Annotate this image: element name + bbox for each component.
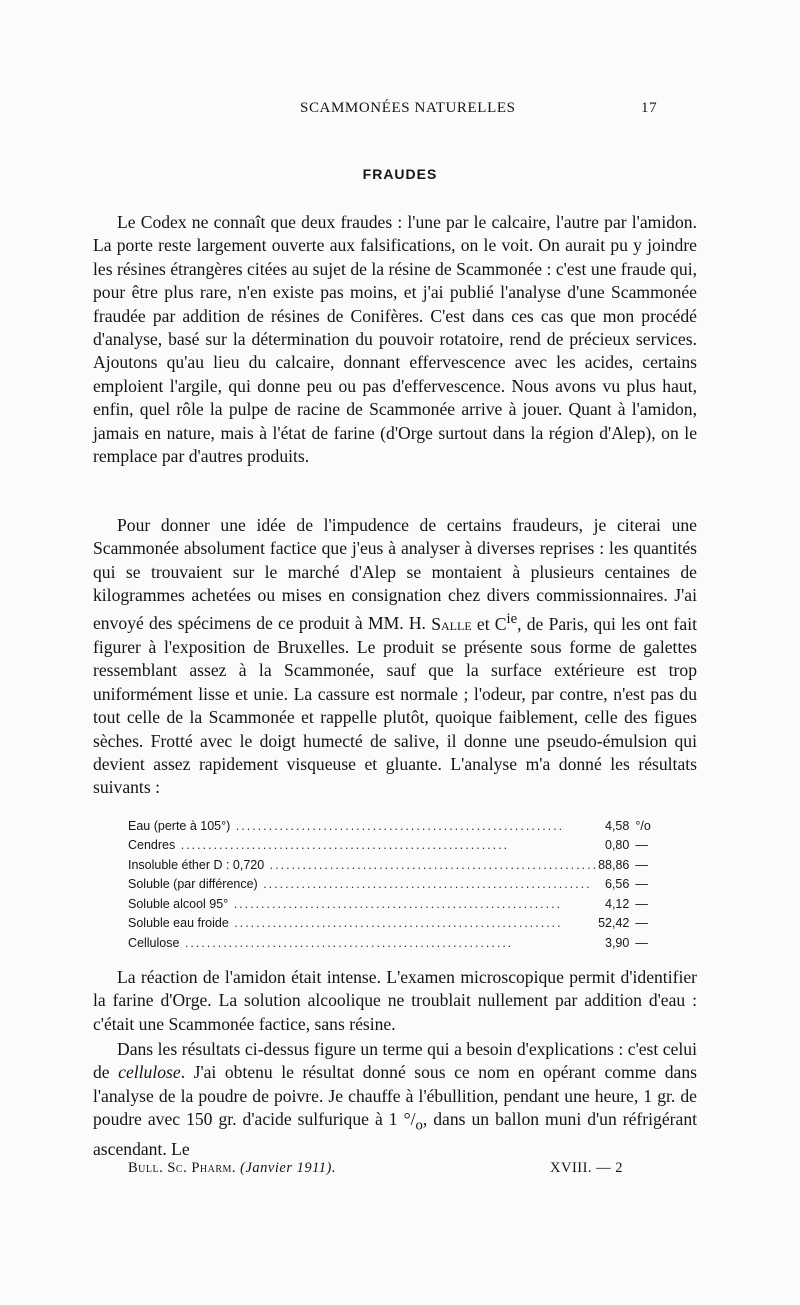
analysis-label bbox=[128, 914, 598, 934]
analysis-unit: — bbox=[635, 916, 648, 931]
analysis-row bbox=[128, 855, 651, 875]
volume-signature: XVIII. — 2 bbox=[550, 1160, 624, 1176]
analysis-value: 4,12 bbox=[605, 896, 630, 911]
analysis-label-text: Soluble eau froide bbox=[128, 916, 229, 931]
superscript-ie: ie bbox=[506, 610, 518, 627]
analysis-unit: — bbox=[635, 935, 648, 950]
paragraph-text: , dans un ballon muni d'un réfrigérant ascendant. Le bbox=[93, 1109, 697, 1160]
paragraph-cellulose bbox=[93, 1038, 697, 1162]
paragraph-text: Le Codex ne connaît que deux fraudes : l'une par le calcaire, l'autre par l'amidon. La porte reste largement ouverte aux falsifications, on le voit. On aurait pu y joindre les résines étrangères citées au sujet de la résine de Scammonée : c'est une fraude qui, pour être plus rare, n'en existe pas moins, et j'ai publié l'analyse d'une Scammonée fraudée par addition de résines de Conifères. C'est dans ces cas que mon procédé d'analyse, basé sur la détermination du pouvoir rotatoire, rend de précieux services. Ajoutons qu'au lieu du calcaire, donnant effervescence avec les acides, certains emploient l'argile, qui donne peu ou pas d'effervescence. Nous avons vu plus haut, enfin, quel rôle la pulpe de racine de Scammonée arrive à jouer. Quant à l'amidon, jamais en nature, mais à l'état de farine (d'Orge surtout dans la région d'Alep), on le remplace par d'autres produits. bbox=[93, 212, 697, 467]
paragraph-reaction-amidon bbox=[93, 966, 697, 1036]
analysis-label-text: Soluble (par différence) bbox=[128, 877, 258, 892]
proper-name-salle: Salle bbox=[431, 613, 472, 634]
analysis-unit: — bbox=[635, 877, 648, 892]
analysis-value: 52,42 bbox=[598, 916, 630, 931]
analysis-unit: — bbox=[635, 857, 648, 872]
analysis-unit: — bbox=[635, 838, 648, 853]
paragraph-text: et C bbox=[476, 613, 507, 634]
analysis-label-text: Cendres bbox=[128, 838, 176, 853]
journal-citation bbox=[128, 1160, 336, 1177]
analysis-value: 0,80 bbox=[605, 838, 630, 853]
analysis-row bbox=[128, 875, 651, 895]
analysis-label bbox=[128, 933, 598, 953]
leader-dots: ............................................................ bbox=[175, 838, 510, 853]
paragraph-codex-fraudes bbox=[93, 211, 697, 468]
section-heading: FRAUDES bbox=[362, 166, 438, 182]
paragraph-text: Dans les résultats ci-dessus figure un terme qui a besoin d'explications : c'est celui de bbox=[93, 1039, 697, 1083]
analysis-value: 88,86 bbox=[598, 857, 630, 872]
analysis-label bbox=[128, 816, 598, 836]
journal-name: Bull. Sc. Pharm. bbox=[128, 1160, 237, 1176]
analysis-row bbox=[128, 816, 651, 836]
analysis-row bbox=[128, 914, 651, 934]
analysis-label-text: Cellulose bbox=[128, 935, 180, 950]
leader-dots: ............................................................ bbox=[257, 877, 592, 892]
footer bbox=[0, 1160, 800, 1180]
leader-dots: ............................................................ bbox=[228, 896, 563, 911]
leader-dots: ............................................................ bbox=[230, 818, 565, 833]
analysis-row bbox=[128, 933, 651, 953]
paragraph-text: , de Paris, qui les ont fait figurer à l'exposition de Bruxelles. Le produit se présente sous forme de galettes ressemblant assez à la Scammonée, sauf que la surface extérieure est trop uniformément lisse et unie. La cassure est normale ; l'odeur, par contre, n'est pas du tout celle de la Scammonée et rappelle plutôt, quoique faiblement, celle des figues sèches. Frotté avec le doigt humecté de salive, il donne une pseudo-émulsion qui devient assez rapidement visqueuse et gluante. L'analyse m'a donné les résultats suivants : bbox=[93, 613, 697, 798]
paragraph-text: La réaction de l'amidon était intense. L'examen microscopique permit d'identifier la farine d'Orge. La solution alcoolique ne troublait nullement par addition d'eau : c'était une Scammonée factice, sans résine. bbox=[93, 967, 697, 1034]
analysis-label bbox=[128, 836, 598, 856]
analysis-value: 4,58 bbox=[605, 818, 630, 833]
analysis-label-text: Insoluble éther D : 0,720 bbox=[128, 857, 265, 872]
analysis-results-table bbox=[128, 816, 651, 953]
running-title: SCAMMONÉES NATURELLES bbox=[300, 100, 516, 116]
journal-date: (Janvier 1911). bbox=[240, 1160, 336, 1176]
analysis-label bbox=[128, 875, 598, 895]
paragraph-text: Pour donner une idée de l'impudence de certains fraudeurs, je citerai une Scammonée absolument factice que j'eus à analyser à diverses reprises : les quantités qui se trouvaient sur le marché d'Alep se montaient à plusieurs centaines de kilogrammes achetées ou mises en consignation chez divers commissionnaires. J'ai envoyé des spécimens de ce produit à MM. H. bbox=[93, 515, 697, 634]
analysis-label bbox=[128, 855, 598, 875]
analysis-label bbox=[128, 894, 598, 914]
analysis-row bbox=[128, 836, 651, 856]
analysis-row bbox=[128, 894, 651, 914]
analysis-label-text: Eau (perte à 105°) bbox=[128, 818, 231, 833]
leader-dots: ............................................................ bbox=[228, 916, 563, 931]
analysis-value: 6,56 bbox=[605, 877, 630, 892]
paragraph-impudence bbox=[93, 514, 697, 800]
analysis-label-text: Soluble alcool 95° bbox=[128, 896, 229, 911]
leader-dots: ............................................................ bbox=[179, 935, 514, 950]
italic-term-cellulose: cellulose bbox=[118, 1062, 181, 1083]
subscript-o: o bbox=[415, 1117, 423, 1134]
page-number: 17 bbox=[641, 100, 658, 116]
analysis-value: 3,90 bbox=[605, 935, 630, 950]
paragraph-text: . J'ai obtenu le résultat donné sous ce nom en opérant comme dans l'analyse de la poudre de poivre. Je chauffe à l'ébullition, pendant une heure, 1 gr. de poudre avec 150 gr. d'acide sulfurique à 1 °/ bbox=[93, 1062, 697, 1130]
running-head bbox=[0, 100, 800, 120]
leader-dots: ............................................................ bbox=[264, 857, 599, 872]
analysis-unit: °/o bbox=[635, 818, 651, 833]
analysis-unit: — bbox=[635, 896, 648, 911]
